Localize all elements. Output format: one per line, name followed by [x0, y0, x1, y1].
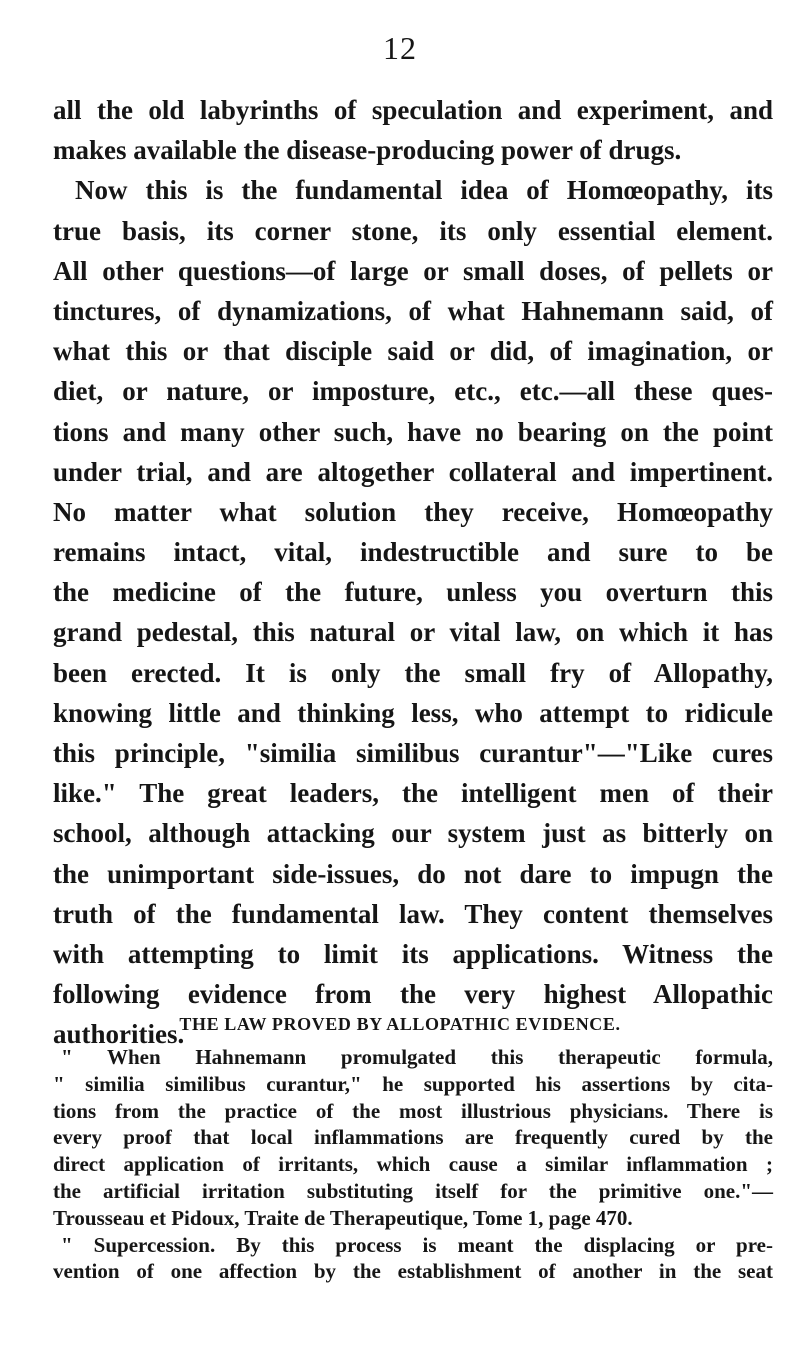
- text-line: true basis, its corner stone, its only essential element.: [53, 215, 773, 246]
- text-line: All other questions—of large or small doses, of pellets or: [53, 255, 773, 286]
- text-line: truth of the fundamental law. They content themselves: [53, 898, 773, 929]
- text-line: like." The great leaders, the intelligent men of their: [53, 778, 773, 809]
- text-line: tinctures, of dynamizations, of what Hahnemann said, of: [53, 295, 773, 326]
- text-line: with attempting to limit its applications. Witness the: [53, 938, 773, 969]
- body-paragraph: [53, 90, 773, 1055]
- text-line: knowing little and thinking less, who attempt to ridicule: [53, 697, 773, 728]
- text-line: the unimportant side-issues, do not dare to impugn the: [53, 858, 773, 889]
- text-line: tions and many other such, have no bearing on the point: [53, 416, 773, 447]
- text-line: all the old labyrinths of speculation and experiment, and: [53, 95, 773, 125]
- text-line: makes available the disease-producing power of drugs.: [53, 135, 682, 166]
- quote-line: Trousseau et Pidoux, Traite de Therapeutique, Tome 1, page 470.: [53, 1205, 633, 1230]
- text-line: grand pedestal, this natural or vital law, on which it has: [53, 617, 773, 648]
- text-line: No matter what solution they receive, Homœopathy: [53, 496, 773, 527]
- text-line: what this or that disciple said or did, of imagination, or: [53, 336, 773, 367]
- quote-line: direct application of irritants, which cause a similar inflammation ;: [53, 1152, 773, 1177]
- quote-line: " Supercession. By this process is meant the displacing or pre-: [61, 1232, 773, 1257]
- text-line: authorities.: [53, 1019, 185, 1050]
- text-line: the medicine of the future, unless you overturn this: [53, 577, 773, 608]
- quote-line: vention of one affection by the establishment of another in the seat: [53, 1259, 773, 1284]
- text-line: been erected. It is only the small fry of Allopathy,: [53, 657, 773, 688]
- quotation-block: [53, 1044, 773, 1285]
- section-heading: THE LAW PROVED BY ALLOPATHIC EVIDENCE.: [179, 1014, 621, 1034]
- quote-line: " similia similibus curantur," he supported his assertions by cita-: [53, 1071, 773, 1096]
- text-line: under trial, and are altogether collateral and impertinent.: [53, 456, 773, 487]
- quote-line: " When Hahnemann promulgated this therapeutic formula,: [61, 1045, 773, 1069]
- text-line: Now this is the fundamental idea of Homœopathy, its: [75, 175, 773, 206]
- page-number: 12: [383, 30, 417, 66]
- text-line: diet, or nature, or imposture, etc., etc.—all these ques-: [53, 376, 773, 407]
- text-line: school, although attacking our system just as bitterly on: [53, 818, 773, 849]
- quote-line: the artificial irritation substituting itself for the primitive one."—: [53, 1178, 773, 1203]
- quote-line: every proof that local inflammations are frequently cured by the: [53, 1125, 773, 1150]
- text-line: following evidence from the very highest Allopathic: [53, 979, 773, 1010]
- quote-line: tions from the practice of the most illustrious physicians. There is: [53, 1098, 773, 1123]
- text-line: this principle, "similia similibus curantur"—"Like cures: [53, 738, 773, 768]
- text-line: remains intact, vital, indestructible and sure to be: [53, 537, 773, 568]
